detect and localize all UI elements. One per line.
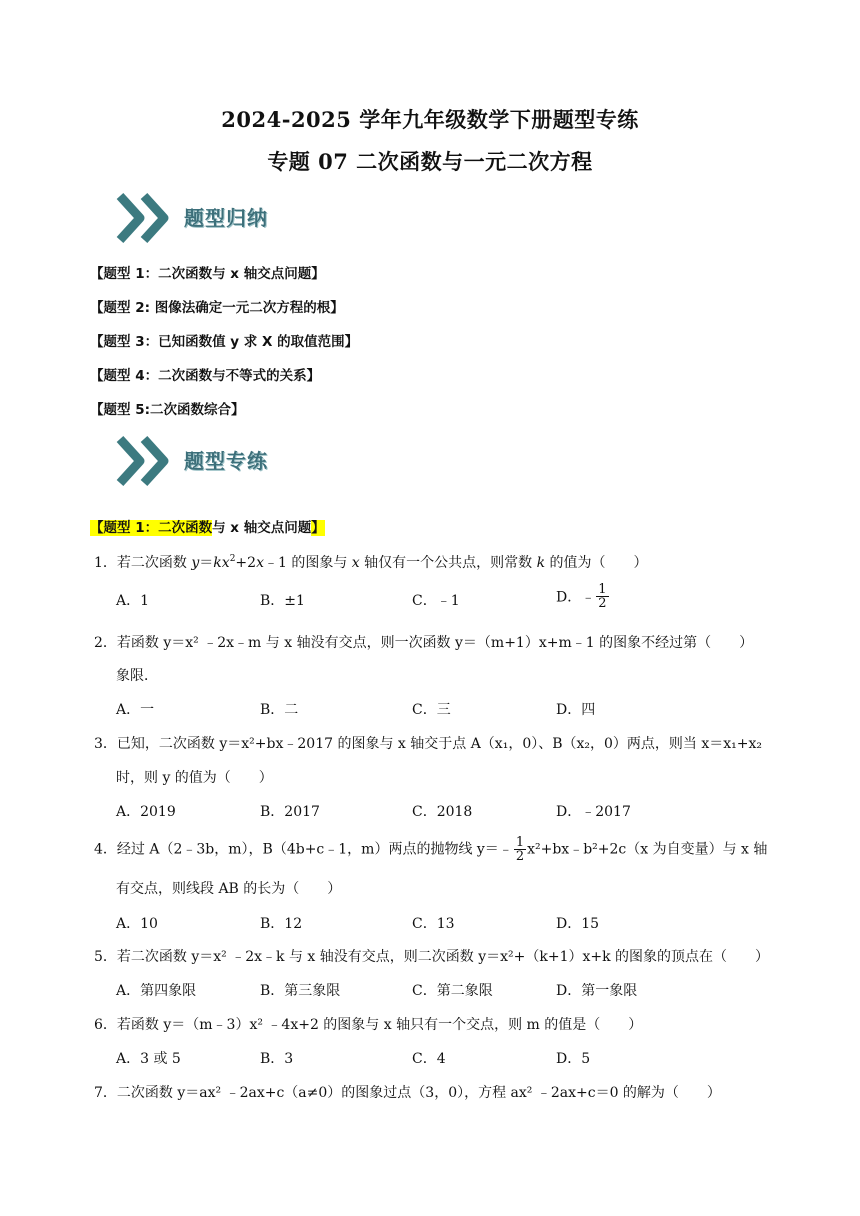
option-d: D．第一象限 — [556, 983, 638, 999]
option-c: C．2018 — [412, 804, 473, 820]
question-1 — [94, 552, 648, 572]
math-fraction: $\frac{1}{2}$ — [515, 835, 525, 864]
option-b: B．3 — [260, 1051, 294, 1067]
section-heading-highlight: 【题型 1：二次函数 — [90, 520, 213, 536]
question-text: 若函数 y＝x² ﹣2x﹣m 与 x 轴没有交点，则一次函数 y＝（m+1）x+m﹣1 的图象不经过第（ ） — [116, 635, 754, 651]
option-b: B．±1 — [260, 593, 305, 609]
question-5 — [94, 946, 769, 966]
option-d: D．5 — [556, 1051, 591, 1067]
category-1: 【题型 1：二次函数与 x 轴交点问题】 — [90, 266, 325, 282]
question-2 — [94, 632, 753, 652]
question-text: x²+bx﹣b²+2c（x 为自变量）与 x 轴 — [527, 841, 768, 858]
math-var: k — [536, 555, 546, 571]
option-a: A．2019 — [116, 804, 176, 820]
question-text: 经过 A（2﹣3b，m），B（4b+c﹣1，m）两点的抛物线 y＝﹣ — [116, 841, 513, 858]
question-text: 若二次函数 y＝x² ﹣2x﹣k 与 x 轴没有交点，则二次函数 y＝x²+（k+1）x+k 的图象的顶点在（ ） — [116, 949, 770, 965]
math-op: ＝ — [199, 555, 214, 571]
practice-banner-label: 题型专练 — [184, 449, 268, 473]
option-a: A．3 或 5 — [116, 1051, 181, 1067]
question-number: 6． — [94, 1017, 117, 1033]
question-2-continued: 象限． — [116, 668, 158, 684]
question-text: 的值为（ ） — [545, 555, 648, 571]
math-var: x — [351, 555, 360, 571]
induction-banner — [112, 190, 332, 246]
category-4: 【题型 4：二次函数与不等式的关系】 — [90, 368, 321, 384]
option-d: D．15 — [556, 916, 600, 932]
math-var: kx — [213, 555, 230, 571]
question-4-continued: 有交点，则线段 AB 的长为（ ） — [116, 881, 342, 897]
question-number: 7． — [94, 1085, 117, 1101]
category-2: 【题型 2: 图像法确定一元二次方程的根】 — [90, 300, 344, 316]
option-a: A．第四象限 — [116, 983, 197, 999]
question-text: 若二次函数 — [116, 555, 192, 571]
option-c: C．﹣1 — [412, 593, 460, 609]
question-7 — [94, 1082, 721, 1102]
question-text: ﹣1 的图象与 — [263, 555, 352, 571]
math-var: x — [256, 555, 264, 571]
option-d: D．﹣ $\frac{1}{2}$ — [556, 582, 607, 611]
question-number: 5． — [94, 949, 117, 965]
section-heading-bracket: 】 — [311, 520, 325, 536]
section-heading-text: 与 x 轴交点问题 — [212, 520, 312, 536]
option-b: B．第三象限 — [260, 983, 341, 999]
option-c: C．三 — [412, 702, 451, 718]
option-c: C．13 — [412, 916, 455, 932]
question-number: 4． — [94, 841, 117, 858]
math-var: y — [191, 555, 200, 571]
practice-banner — [112, 433, 332, 489]
option-b: B．二 — [260, 702, 299, 718]
math-op: +2 — [235, 555, 257, 571]
option-a: A．一 — [116, 702, 155, 718]
question-text: 轴仅有一个公共点，则常数 — [359, 555, 537, 571]
question-text: 已知，二次函数 y＝x²+bx﹣2017 的图象与 x 轴交于点 A（x₁，0）、B（x₂，0）两点，则当 x＝x₁+x₂ — [116, 736, 763, 752]
category-5: 【题型 5:二次函数综合】 — [90, 402, 245, 418]
induction-banner-label: 题型归纳 — [184, 206, 268, 230]
question-number: 3． — [94, 736, 117, 752]
option-d: D．﹣2017 — [556, 804, 631, 820]
question-6 — [94, 1014, 642, 1034]
question-text: 若函数 y＝（m﹣3）x² ﹣4x+2 的图象与 x 轴只有一个交点，则 m 的值是（ ） — [116, 1017, 643, 1033]
option-c: C．第二象限 — [412, 983, 493, 999]
category-3: 【题型 3：已知函数值 y 求 X 的取值范围】 — [90, 334, 359, 350]
question-text: 二次函数 y＝ax² ﹣2ax+c（a≠0）的图象过点（3，0），方程 ax² ﹣2ax+c＝0 的解为（ ） — [116, 1085, 721, 1101]
double-chevron-icon — [112, 433, 182, 489]
option-a: A．1 — [116, 593, 150, 609]
option-a: A．10 — [116, 916, 158, 932]
math-exponent: 2 — [229, 554, 236, 564]
question-3-continued: 时，则 y 的值为（ ） — [116, 770, 273, 786]
option-d: D．四 — [556, 702, 596, 718]
section-heading — [90, 516, 325, 536]
option-c: C．4 — [412, 1051, 446, 1067]
document-title: 2024-2025 学年九年级数学下册题型专练 — [221, 107, 639, 132]
option-b: B．12 — [260, 916, 303, 932]
option-b: B．2017 — [260, 804, 320, 820]
question-4 — [94, 836, 767, 863]
document-subtitle: 专题 07 二次函数与一元二次方程 — [267, 149, 593, 174]
question-number: 2． — [94, 635, 117, 651]
question-number: 1． — [94, 555, 117, 571]
double-chevron-icon — [112, 190, 182, 246]
question-3 — [94, 733, 762, 753]
